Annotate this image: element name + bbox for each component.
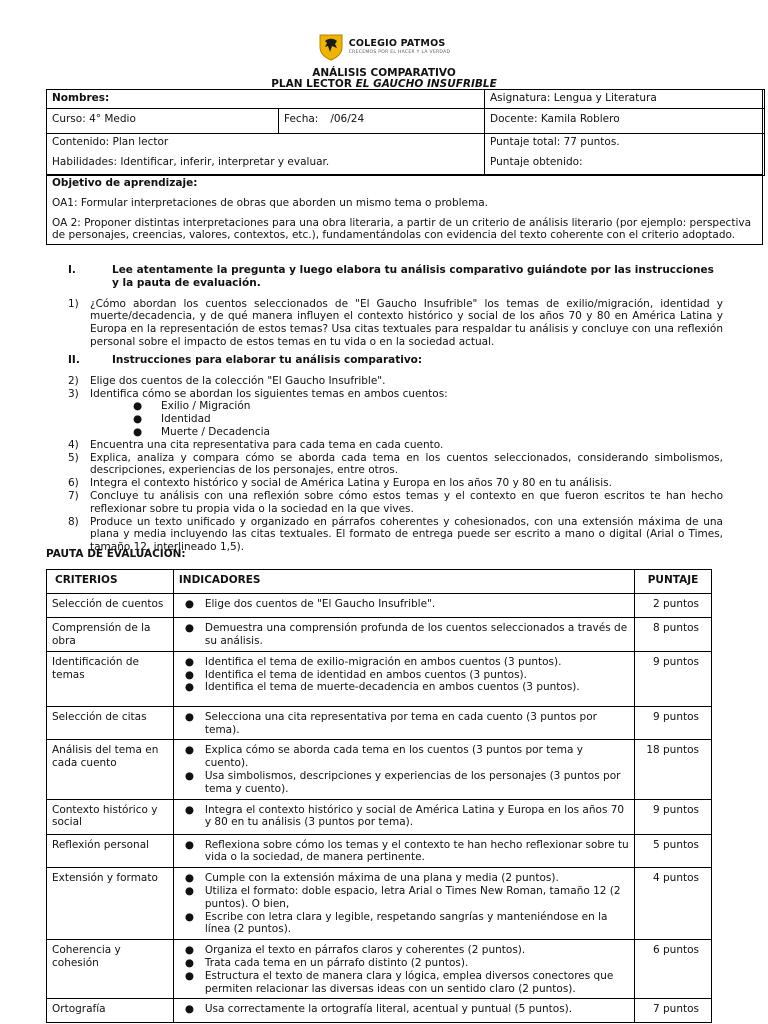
section-2-heading: Instrucciones para elaborar tu análisis comparativo: <box>112 354 423 366</box>
puntaje-field <box>484 133 765 176</box>
asignatura-field: Asignatura: Lengua y Literatura <box>484 89 765 109</box>
col-puntaje: PUNTAJE <box>635 570 712 594</box>
indicador-cell <box>173 999 634 1023</box>
puntaje-cell: 7 puntos <box>635 999 712 1023</box>
bullet-icon: ● <box>184 944 195 957</box>
list-item: 8) Produce un texto unificado y organizado en párrafos coherentes y cohesionados, con una extensión máxima de una plana y media incluyendo las citas textuales. El formato de entrega puede ser escrito a mano o digital (Arial o Times, tamaño 12, interlineado 1,5). <box>68 515 723 554</box>
table-row <box>47 593 712 617</box>
indicador-item: ● Identifica el tema de exilio-migración en ambos cuentos (3 puntos). <box>179 656 629 669</box>
bullet-icon: ● <box>184 910 195 923</box>
fecha-field: Fecha: /06/24 <box>278 108 485 134</box>
indicador-item: ● Trata cada tema en un párrafo distinto (2 puntos). <box>179 957 629 970</box>
logo-name: COLEGIO PATMOS <box>348 38 446 50</box>
puntaje-cell: 5 puntos <box>635 834 712 868</box>
sub-item: ● Identidad <box>133 413 211 426</box>
indicador-item: ● Estructura el texto de manera clara y lógica, emplea diversos conectores que permiten relacionar las diversas ideas con un sentido claro (2 puntos). <box>179 970 629 996</box>
indicador-cell <box>173 651 634 706</box>
col-indicadores: INDICADORES <box>173 570 634 594</box>
indicador-cell <box>173 868 634 940</box>
bullet-icon: ● <box>184 969 195 982</box>
indicador-cell <box>173 940 634 999</box>
list-item: 6) Integra el contexto histórico y social de América Latina y Europa en los años 70 y 80 en tu análisis. <box>68 477 612 490</box>
bullet-icon: ● <box>184 838 195 851</box>
school-logo <box>0 30 768 64</box>
sub-item: ● Exilio / Migración <box>133 400 251 413</box>
nombres-field: Nombres: <box>46 89 485 109</box>
oa2-text: OA 2: Proponer distintas interpretaciones para una obra literaria, a partir de un criterio de análisis literario (por ejemplo: perspectiva de personajes, creencias, valores, contextos, etc.), fundamentándolas con evidencia del texto coherente con el criterio adoptado. <box>52 216 752 242</box>
bullet-icon: ● <box>184 956 195 969</box>
habilidades-text: Habilidades: Identificar, inferir, interpretar y evaluar. <box>52 155 330 168</box>
indicador-item: ● Cumple con la extensión máxima de una plana y media (2 puntos). <box>179 872 629 885</box>
section-1-heading: Lee atentamente la pregunta y luego elabora tu análisis comparativo guiándote por las instrucciones y la pauta de evaluación. <box>112 264 714 289</box>
list-item: 5) Explica, analiza y compara cómo se aborda cada tema en los cuentos seleccionados, considerando simbolismos, descripciones, experiencias de los personajes, entre otros. <box>68 451 723 477</box>
table-row <box>47 740 712 799</box>
criterio-cell: Reflexión personal <box>47 834 174 868</box>
contenido-field <box>46 133 485 176</box>
indicador-item: ● Escribe con letra clara y legible, respetando sangrías y manteniéndose en la línea (2 puntos). <box>179 911 629 937</box>
list-item: 3) Identifica cómo se abordan los siguientes temas en ambos cuentos: <box>68 387 448 400</box>
section-1 <box>46 264 763 349</box>
table-row <box>47 706 712 740</box>
pauta-table <box>46 569 712 1023</box>
puntaje-cell: 9 puntos <box>635 651 712 706</box>
table-row <box>47 999 712 1023</box>
bullet-icon: ● <box>184 872 195 885</box>
criterio-cell: Extensión y formato <box>47 868 174 940</box>
indicador-cell <box>173 593 634 617</box>
indicador-item: ● Integra el contexto histórico y social de América Latina y Europa en los años 70 y 80 en tu análisis (3 puntos por tema). <box>179 804 629 830</box>
table-row <box>47 834 712 868</box>
col-criterios: CRITERIOS <box>47 570 174 594</box>
criterio-cell: Contexto histórico y social <box>47 799 174 834</box>
indicador-cell <box>173 706 634 740</box>
puntaje-cell: 4 puntos <box>635 868 712 940</box>
indicador-item: ● Identifica el tema de muerte-decadencia en ambos cuentos (3 puntos). <box>179 681 629 694</box>
puntaje-obtenido: Puntaje obtenido: <box>490 155 583 168</box>
criterio-cell: Análisis del tema en cada cuento <box>47 740 174 799</box>
indicador-item: ● Usa simbolismos, descripciones y experiencias de los personajes (3 puntos por tema y cuento). <box>179 770 629 796</box>
indicador-cell <box>173 617 634 651</box>
puntaje-cell: 8 puntos <box>635 617 712 651</box>
doc-subtitle: PLAN LECTOR EL GAUCHO INSUFRIBLE <box>271 78 497 90</box>
bullet-icon: ● <box>184 803 195 816</box>
question-text: ¿Cómo abordan los cuentos seleccionados de "El Gaucho Insufrible" los temas de exilio/migración, identidad y muerte/decadencia, y de qué manera influyen el contexto histórico y social de los años 70 y 80 en América Latina y Europa en la representación de estos temas? Usa citas textuales para respaldar tu análisis y concluye con una reflexión personal sobre el impacto de estos temas en tu vida o en la sociedad actual. <box>90 297 723 348</box>
indicador-item: ● Demuestra una comprensión profunda de los cuentos seleccionados a través de su análisis. <box>179 622 629 648</box>
table-row <box>47 868 712 940</box>
puntaje-cell: 2 puntos <box>635 593 712 617</box>
objetivo-title: Objetivo de aprendizaje: <box>52 177 198 189</box>
oa1-text: OA1: Formular interpretaciones de obras que aborden un mismo tema o problema. <box>52 196 489 209</box>
section-1-num: I. <box>68 264 76 276</box>
puntaje-cell: 9 puntos <box>635 799 712 834</box>
indicador-cell <box>173 740 634 799</box>
puntaje-cell: 18 puntos <box>635 740 712 799</box>
indicador-item: ● Identifica el tema de identidad en ambos cuentos (3 puntos). <box>179 669 629 682</box>
indicador-item: ● Explica cómo se aborda cada tema en los cuentos (3 puntos por tema y cuento). <box>179 744 629 770</box>
bullet-icon: ● <box>184 668 195 681</box>
bullet-icon: ● <box>184 710 195 723</box>
table-row <box>47 940 712 999</box>
shield-eagle-icon <box>318 33 344 61</box>
criterio-cell: Ortografía <box>47 999 174 1023</box>
indicador-item: ● Elige dos cuentos de "El Gaucho Insufrible". <box>179 598 629 611</box>
info-table <box>46 89 763 175</box>
bullet-icon: ● <box>184 769 195 782</box>
book-title: EL GAUCHO INSUFRIBLE <box>355 78 497 90</box>
criterio-cell: Coherencia y cohesión <box>47 940 174 999</box>
table-row <box>47 617 712 651</box>
sub-item: ● Muerte / Decadencia <box>133 425 270 438</box>
contenido-text: Contenido: Plan lector <box>52 136 169 148</box>
list-item: 7) Concluye tu análisis con una reflexión sobre cómo estos temas y el contexto en que fueron escritos te han hecho reflexionar sobre tu propia vida o la sociedad en la que vives. <box>68 489 723 515</box>
puntaje-total: Puntaje total: 77 puntos. <box>490 136 620 148</box>
indicador-item: ● Organiza el texto en párrafos claros y coherentes (2 puntos). <box>179 944 629 957</box>
question-num: 1) <box>68 297 79 310</box>
puntaje-cell: 6 puntos <box>635 940 712 999</box>
table-row <box>47 651 712 706</box>
indicador-item: ● Reflexiona sobre cómo los temas y el contexto te han hecho reflexionar sobre tu vida o la sociedad, de manera pertinente. <box>179 839 629 865</box>
logo-tagline: CRECEMOS POR EL HACER Y LA VERDAD <box>348 50 451 56</box>
bullet-icon: ● <box>184 681 195 694</box>
list-item: 4) Encuentra una cita representativa para cada tema en cada cuento. <box>68 438 444 451</box>
bullet-icon: ● <box>184 1003 195 1016</box>
pauta-title: PAUTA DE EVALUACIÓN: <box>46 548 186 560</box>
docente-field: Docente: Kamila Roblero <box>484 108 765 134</box>
indicador-item: ● Utiliza el formato: doble espacio, letra Arial o Times New Roman, tamaño 12 (2 puntos). O bien, <box>179 885 629 911</box>
bullet-icon: ● <box>184 655 195 668</box>
table-row <box>47 799 712 834</box>
objetivo-box <box>46 174 763 245</box>
indicador-cell <box>173 799 634 834</box>
indicador-item: ● Selecciona una cita representativa por tema en cada cuento (3 puntos por tema). <box>179 711 629 737</box>
bullet-icon: ● <box>184 621 195 634</box>
doc-title: ANÁLISIS COMPARATIVO <box>312 67 456 79</box>
section-2 <box>46 354 763 554</box>
section-2-num: II. <box>68 354 80 366</box>
bullet-icon: ● <box>184 884 195 897</box>
criterio-cell: Comprensión de la obra <box>47 617 174 651</box>
criterio-cell: Selección de citas <box>47 706 174 740</box>
puntaje-cell: 9 puntos <box>635 706 712 740</box>
indicador-cell <box>173 834 634 868</box>
list-item: 2) Elige dos cuentos de la colección "El Gaucho Insufrible". <box>68 374 386 387</box>
criterio-cell: Selección de cuentos <box>47 593 174 617</box>
bullet-icon: ● <box>184 744 195 757</box>
curso-field: Curso: 4° Medio <box>46 108 279 134</box>
criterio-cell: Identificación de temas <box>47 651 174 706</box>
bullet-icon: ● <box>184 597 195 610</box>
indicador-item: ● Usa correctamente la ortografía literal, acentual y puntual (5 puntos). <box>179 1003 629 1016</box>
